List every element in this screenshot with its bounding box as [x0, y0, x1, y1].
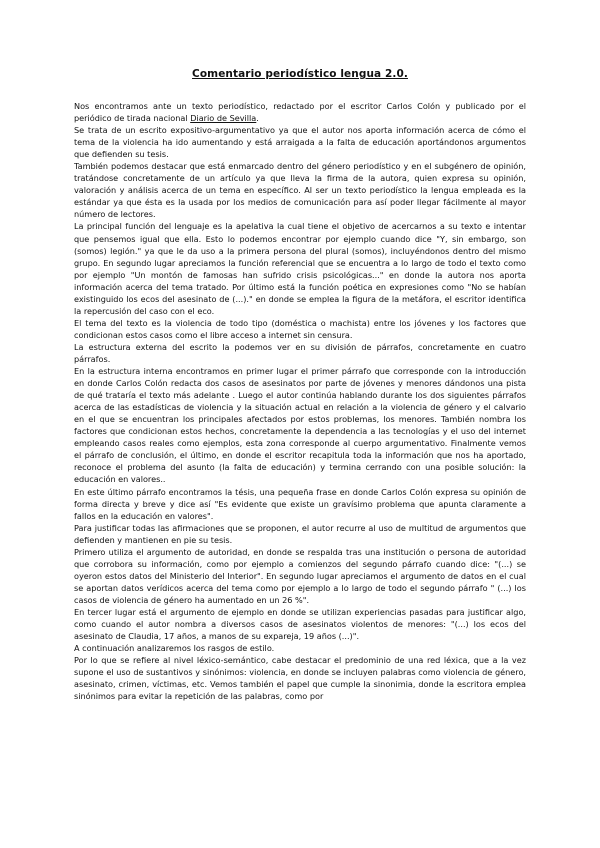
- paragraph-intro: [74, 100, 526, 124]
- paragraph-example-argument: En tercer lugar está el argumento de ejemplo en donde se utilizan experiencias pasadas para justificar algo, como cuando el autor nombra a diversos casos de asesinatos violentos de menores: "(...) los ecos del asesinato de Claudia, 17 años, a manos de su expareja, 19 años (...)".: [74, 606, 526, 642]
- document-body: [74, 100, 526, 702]
- paragraph-external-structure: La estructura externa del escrito la podemos ver en su división de párrafos, concretamente en cuatro párrafos.: [74, 341, 526, 364]
- document-title: Comentario periodístico lengua 2.0.: [192, 68, 408, 80]
- paragraph-language-functions: La principal función del lenguaje es la apelativa la cual tiene el objetivo de acercarnos a su texto e intentar que pensemos igual que ella. Esto lo podemos encontrar por ejemplo cuando dice "Y, sin embargo, son (somos) legión." ya que le da uso a la primera persona del plural (somos), incluyéndonos dentro del mismo grupo. En segundo lugar apreciamos la función referencial que se encuentra a lo largo de todo el texto como por ejemplo "Un montón de famosas han sufrido crisis psicológicas..." en donde la autora nos aporta información acerca del tema tratado. Por último está la función poética en expresiones como "No se habían existinguido los ecos del asesinato de (...)." en donde se emplea la figura de la metáfora, el escritor identifica la repercusión del caso con el eco.: [74, 221, 526, 316]
- paragraph-authority-argument: Primero utiliza el argumento de autoridad, en donde se respalda tras una institución o persona de autoridad que corrobora su información, como por ejemplo a comienzos del segundo párrafo cuando dice: "(...) se oyeron estos datos del Ministerio del Interior". En segundo lugar apreciamos el argumento de datos en el cual se aportan datos verídicos acerca del tema como por ejemplo a lo largo de todo el segundo párrafo " (...) los casos de violencia de género ha aumentado en un 26 %".: [74, 546, 526, 605]
- paragraph-intro-end: .: [256, 113, 259, 124]
- paragraph-internal-structure: En la estructura interna encontramos en primer lugar el primer párrafo que corresponde con la introducción en donde Carlos Colón redacta dos casos de asesinatos por parte de jóvenes y menores dándonos una pista de qué trataría el texto más adelante . Luego el autor continúa hablando durante los dos siguientes párrafos acerca de las estadísticas de violencia y la situación actual en relación a la violencia de género y el calvario en el que se encuentran los principales afectados por estos problemas, los menores. También nombra los factores que condicionan estos hechos, concretamente la dependencia a las tecnologías y el uso del internet empleando casos reales como ejemplos, esta zona corresponde al cuerpo argumentativo. Finalmente vemos el párrafo de conclusión, el último, en donde el escritor recapitula toda la información que nos ha aportado, reconoce el problema del asunto (la falta de educación) y termina cerrando con una posible solución: la educación en valores..: [74, 366, 526, 485]
- paragraph-genre: También podemos destacar que está enmarcado dentro del género periodístico y en el subgénero de opinión, tratándose concretamente de un artículo ya que lleva la firma de la autora, quien expresa su opinión, valoración y análisis acerca de un tema en específico. Al ser un texto periodístico la lengua empleada es la estándar ya que ésta es la usada por los medios de comunicación para así poder llegar fácilmente al mayor número de lectores.: [74, 161, 526, 220]
- paragraph-style-intro: A continuación analizaremos los rasgos de estilo.: [74, 643, 275, 654]
- paragraph-arguments-intro: Para justificar todas las afirmaciones que se proponen, el autor recurre al uso de multitud de argumentos que defienden y mantienen en pie su tesis.: [74, 522, 526, 545]
- newspaper-name: Diario de Sevilla: [190, 113, 257, 124]
- paragraph-intro-text: Nos encontramos ante un texto periodístico, redactado por el escritor Carlos Colón y publicado por el periódico de tirada nacional: [74, 101, 526, 124]
- paragraph-thesis: En este último párrafo encontramos la tésis, una pequeña frase en donde Carlos Colón expresa su opinión de forma directa y breve y dice así "Es evidente que existe un gravísimo problema que apunta claramente a fallos en la educación en valores".: [74, 486, 526, 521]
- paragraph-lexical-level: Por lo que se refiere al nivel léxico-semántico, cabe destacar el predominio de una red léxica, que a la vez supone el uso de sustantivos y sinónimos: violencia, en donde se incluyen palabras como violencia de género, asesinato, crimen, víctimas, etc. Vemos también el papel que cumple la sinonimia, donde la escritora emplea sinónimos para evitar la repetición de las palabras, como por: [74, 655, 526, 702]
- paragraph-text-type: Se trata de un escrito expositivo-argumentativo ya que el autor nos aporta información acerca de cómo el tema de la violencia ha ido aumentando y está arraigada a la falta de educación aportándonos argumentos que defienden su tesis.: [74, 125, 526, 160]
- paragraph-topic: El tema del texto es la violencia de todo tipo (doméstica o machista) entre los jóvenes y los factores que condicionan estos casos como el libre acceso a internet sin censura.: [74, 317, 526, 340]
